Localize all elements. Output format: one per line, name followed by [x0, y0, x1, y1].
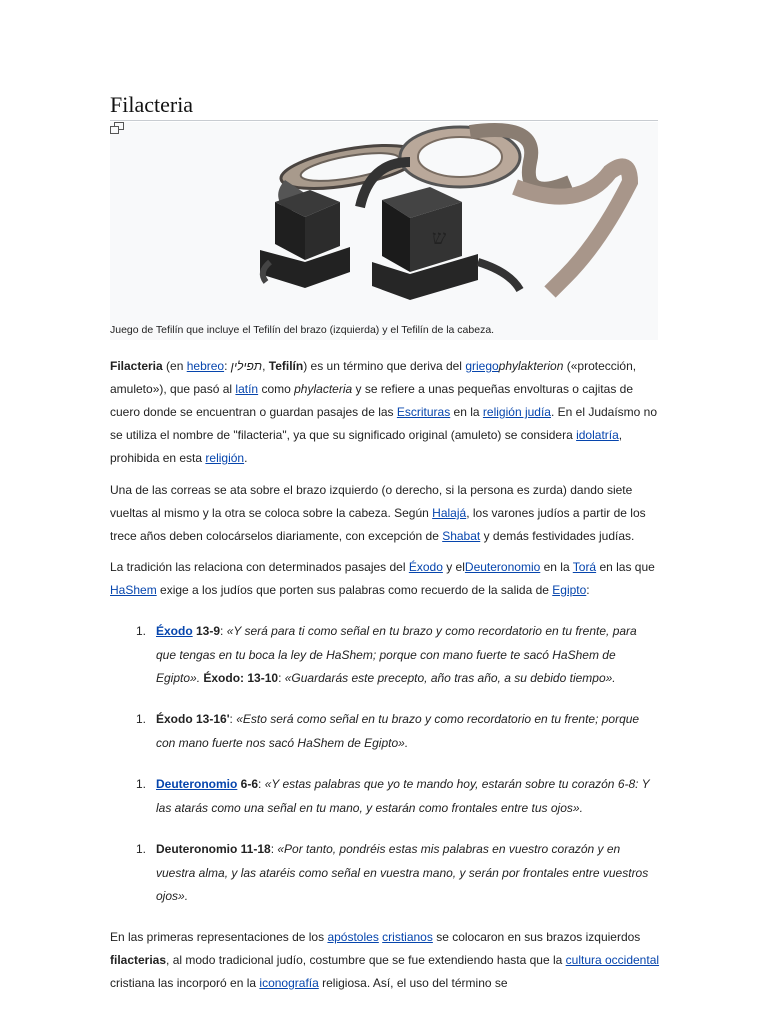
- list-item: 1. Deuteronomio 6-6: «Y estas palabras que yo te mando hoy, estarán sobre tu corazón 6-8: Y las atarás como una señal en tu mano, y estarán como frontales entre tus ojos».: [136, 773, 656, 820]
- link-apostoles[interactable]: apóstoles: [327, 930, 379, 944]
- link-deuteronomio-ref[interactable]: Deuteronomio: [156, 777, 238, 791]
- quote-text: «Por tanto, pondréis estas mis palabras en vuestro corazón y en vuestra alma, y las ataréis como señal en vuestra mano, y serán por frontales entre vuestros ojos».: [156, 842, 649, 903]
- list-item: 1. Éxodo 13-16': «Esto será como señal en tu brazo y como recordatorio en tu frente; porque con mano fuerte nos sacó HaShem de Egipto».: [136, 708, 656, 755]
- link-religion-judia[interactable]: religión judía: [482, 405, 551, 419]
- article-figure: [110, 122, 658, 340]
- link-shabat[interactable]: Shabat: [442, 529, 481, 543]
- intro-paragraph: Filacteria (en hebreo: תפילין, Tefilín) es un término que deriva del griegophylakterion («protección, amuleto»), que pasó al latín como phylacteria y se refiere a unas pequeñas envolturas o cajitas de cuero donde se encuentran o guardan pasajes de las Escrituras en la religión judía. En el Judaísmo no se utiliza el nombre de "filacteria", ya que su significado original (amuleto) se considera idolatría, prohibida en esta religión.: [110, 359, 658, 465]
- link-iconografia[interactable]: iconografía: [259, 976, 319, 990]
- link-religion[interactable]: religión: [205, 451, 245, 465]
- page-title: Filacteria: [110, 92, 658, 121]
- list-item: 1. Éxodo 13-9: «Y será para ti como señal en tu brazo y como recordatorio en tu frente, para que tengas en tu boca la ley de HaShem; porque con mano fuerte te sacó HaShem de Egipto». Éxodo: 13-10: «Guardarás este precepto, año tras año, a su debido tiempo».: [136, 620, 656, 691]
- quote-text: «Guardarás este precepto, año tras año, a su debido tiempo».: [284, 671, 616, 685]
- link-exodo[interactable]: Éxodo: [408, 560, 443, 574]
- link-egipto[interactable]: Egipto: [552, 583, 587, 597]
- scripture-ref: Deuteronomio 11-18: [156, 842, 271, 856]
- link-exodo-ref[interactable]: Éxodo: [156, 624, 193, 638]
- quote-text: «Y estas palabras que yo te mando hoy, estarán sobre tu corazón 6-8: Y las atarás como una señal en tu mano, y estarán como frontales entre tus ojos».: [156, 777, 650, 815]
- link-tora[interactable]: Torá: [572, 560, 597, 574]
- term-filacteria: Filacteria: [110, 359, 163, 373]
- tefillin-image[interactable]: [110, 122, 658, 302]
- greek-term: phylakterion: [498, 359, 564, 373]
- link-cultura-occidental[interactable]: cultura occidental: [565, 953, 660, 967]
- straps-paragraph: Una de las correas se ata sobre el brazo izquierdo (o derecho, si la persona es zurda) dando siete vueltas al mismo y la otra se coloca sobre la cabeza. Según Halajá, los varones judíos a partir de los trece años deben colocárselos diariamente, con excepción de Shabat y demás festividades judías.: [110, 483, 646, 543]
- history-paragraph: En las primeras representaciones de los apóstoles cristianos se colocaron en sus brazos izquierdos filacterias, al modo tradicional judío, costumbre que se fue extendiendo hasta que la cultura occidental cristiana las incorporó en la iconografía religiosa. Así, el uso del término se: [110, 930, 660, 990]
- scripture-ref: Éxodo 13-16': [156, 712, 230, 726]
- list-number: 1.: [136, 777, 147, 791]
- quote-text: «Y será para ti como señal en tu brazo y como recordatorio en tu frente, para que tengas en tu boca la ley de HaShem; porque con mano fuerte te sacó HaShem de Egipto».: [156, 624, 637, 685]
- enlarge-icon[interactable]: [110, 122, 124, 134]
- link-hashem[interactable]: HaShem: [110, 583, 157, 597]
- tradition-paragraph: La tradición las relaciona con determinados pasajes del Éxodo y elDeuteronomio en la Torá en las que HaShem exige a los judíos que porten sus palabras como recuerdo de la salida de Egipto:: [110, 560, 655, 597]
- list-number: 1.: [136, 712, 147, 726]
- link-latin[interactable]: latín: [235, 382, 259, 396]
- link-cristianos[interactable]: cristianos: [382, 930, 433, 944]
- link-idolatria[interactable]: idolatría: [576, 428, 619, 442]
- link-escrituras[interactable]: Escrituras: [396, 405, 451, 419]
- term-filacterias: filacterias: [110, 953, 167, 967]
- list-number: 1.: [136, 624, 147, 638]
- link-griego[interactable]: griego: [465, 359, 499, 373]
- figure-caption: Juego de Tefilín que incluye el Tefilín del brazo (izquierda) y el Tefilín de la cabeza.: [110, 324, 495, 336]
- link-hebreo[interactable]: hebreo: [186, 359, 225, 373]
- list-item: 1. Deuteronomio 11-18: «Por tanto, pondréis estas mis palabras en vuestro corazón y en vuestra alma, y las ataréis como señal en vuestra mano, y serán por frontales entre vuestros ojos».: [136, 838, 656, 909]
- term-tefilin: Tefilín: [268, 359, 304, 373]
- svg-text:ש: ש: [432, 225, 447, 249]
- quote-text: «Esto será como señal en tu brazo y como recordatorio en tu frente; porque con mano fuerte nos sacó HaShem de Egipto».: [156, 712, 640, 750]
- link-halaja[interactable]: Halajá: [432, 506, 467, 520]
- latin-term: phylacteria: [294, 382, 353, 396]
- list-number: 1.: [136, 842, 147, 856]
- hebrew-term: תפילין: [230, 359, 263, 373]
- link-deuteronomio[interactable]: Deuteronomio: [464, 560, 541, 574]
